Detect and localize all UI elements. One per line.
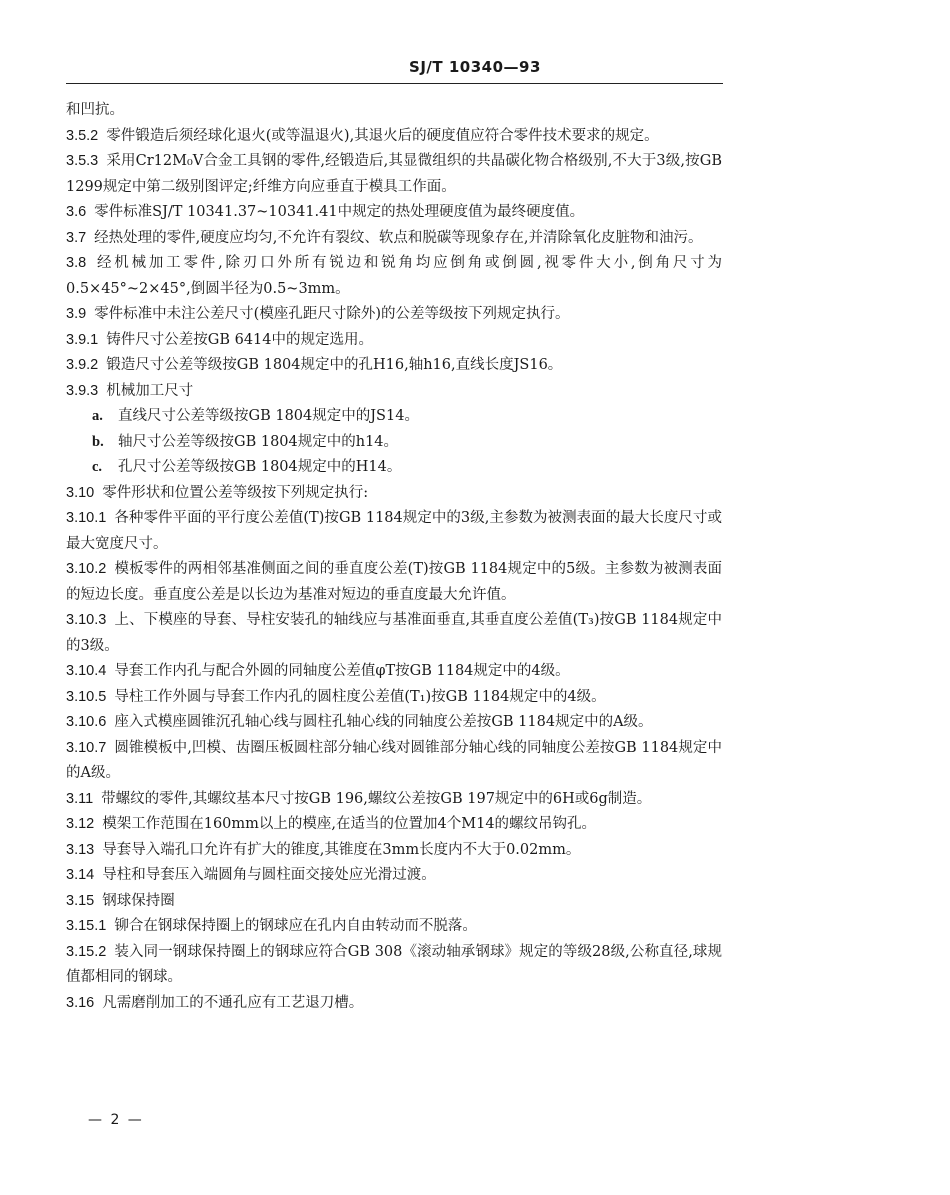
clause-text: 零件锻造后须经球化退火(或等温退火),其退火后的硬度值应符合零件技术要求的规定。 [106,127,659,144]
clause-paragraph [66,608,722,659]
clause-paragraph [66,506,722,557]
clause-text: 零件标准SJ/T 10341.37~10341.41中规定的热处理硬度值为最终硬度值。 [94,204,585,220]
clause-number: 3.6 [66,204,87,220]
clause-text: 各种零件平面的平行度公差值(T)按GB 1184规定中的3级,主参数为被测表面的最大长度尺寸或最大宽度尺寸。 [66,510,722,552]
clause-number: 3.13 [66,841,95,858]
sub-item-label: a. [92,408,103,424]
clause-paragraph [66,838,722,864]
clause-text: 凡需磨削加工的不通孔应有工艺退刀槽。 [102,994,364,1011]
clause-paragraph [66,991,722,1017]
clause-paragraph [66,736,722,787]
clause-paragraph [66,302,722,328]
clause-text: 导柱工作外圆与导套工作内孔的圆柱度公差值(T₁)按GB 1184规定中的4级。 [114,688,606,705]
sub-item-text: 孔尺寸公差等级按GB 1804规定中的H14。 [118,459,402,475]
clause-text: 和凹抗。 [66,102,124,118]
clause-number: 3.14 [66,867,95,883]
clause-number: 3.10.3 [66,612,107,628]
clause-paragraph [66,659,722,685]
clause-number: 3.16 [66,994,95,1011]
clause-paragraph [66,98,722,124]
clause-text: 铆合在钢球保持圈上的钢球应在孔内自由转动而不脱落。 [114,918,477,934]
sub-item [66,404,722,430]
clause-text: 装入同一钢球保持圈上的钢球应符合GB 308《滚动轴承钢球》规定的等级28级,公称直径,球规值都相同的钢球。 [66,943,722,985]
clause-number: 3.9.3 [66,382,99,399]
clause-paragraph [66,481,722,507]
clause-text: 上、下模座的导套、导柱安装孔的轴线应与基准面垂直,其垂直度公差值(T₃)按GB 1184规定中的3级。 [66,612,722,654]
clause-number: 3.10.1 [66,510,107,526]
clause-number: 3.7 [66,229,87,246]
clause-text: 钢球保持圈 [102,892,175,909]
clause-paragraph [66,710,722,736]
clause-paragraph [66,863,722,889]
clause-number: 3.9.1 [66,331,99,348]
clause-text: 模板零件的两相邻基准侧面之间的垂直度公差(T)按GB 1184规定中的5级。主参数为被测表面的短边长度。垂直度公差是以长边为基准对短边的垂直度最大允许值。 [66,561,722,603]
clause-text: 导柱和导套压入端圆角与圆柱面交接处应光滑过渡。 [102,867,436,883]
clause-text: 铸件尺寸公差按GB 6414中的规定选用。 [106,331,373,348]
clause-text: 座入式模座圆锥沉孔轴心线与圆柱孔轴心线的同轴度公差按GB 1184规定中的A级。 [114,714,653,730]
clause-text: 带螺纹的零件,其螺纹基本尺寸按GB 196,螺纹公差按GB 197规定中的6H或6g制造。 [101,790,652,807]
clause-number: 3.10.6 [66,714,107,730]
clause-text: 经热处理的零件,硬度应均匀,不允许有裂纹、软点和脱碳等现象存在,并清除氧化皮脏物和油污。 [94,229,703,246]
sub-item [66,455,722,481]
clause-number: 3.8 [66,255,87,271]
clause-paragraph [66,124,722,150]
clause-paragraph [66,889,722,915]
clause-number: 3.15.2 [66,943,107,960]
clause-paragraph [66,353,722,379]
sub-item [66,430,722,456]
clause-paragraph [66,812,722,838]
clause-number: 3.10.7 [66,739,107,756]
clause-number: 3.10.4 [66,663,107,679]
clause-number: 3.11 [66,790,94,807]
clause-paragraph [66,940,722,991]
clause-paragraph [66,379,722,405]
clause-text: 锻造尺寸公差等级按GB 1804规定中的孔H16,轴h16,直线长度JS16。 [106,357,563,373]
clause-text: 机械加工尺寸 [106,382,194,399]
clause-paragraph [66,200,722,226]
clause-paragraph [66,787,722,813]
clause-number: 3.9 [66,306,87,322]
clause-paragraph [66,149,722,200]
clause-number: 3.10 [66,484,95,501]
clause-paragraph [66,914,722,940]
clause-text: 零件形状和位置公差等级按下列规定执行: [102,484,369,501]
clause-number: 3.10.5 [66,688,107,705]
clause-text: 经机械加工零件,除刃口外所有锐边和锐角均应倒角或倒圆,视零件大小,倒角尺寸为0.5×45°~2×45°,倒圆半径为0.5~3mm。 [66,255,722,297]
clause-paragraph [66,328,722,354]
clause-paragraph [66,557,722,608]
clause-number: 3.15 [66,892,95,909]
sub-item-label: b. [92,433,104,450]
clause-text: 模架工作范围在160mm以上的模座,在适当的位置加4个M14的螺纹吊钩孔。 [102,816,597,832]
clause-paragraph [66,251,722,302]
clause-paragraph [66,226,722,252]
clause-number: 3.12 [66,816,95,832]
clause-text: 采用Cr12M₀V合金工具钢的零件,经锻造后,其显微组织的共晶碳化物合格级别,不大于3级,按GB 1299规定中第二级别图评定;纤维方向应垂直于模具工作面。 [66,153,722,195]
clause-number: 3.9.2 [66,357,99,373]
clause-paragraph [66,685,722,711]
sub-item-label: c. [92,459,103,475]
clause-text: 导套工作内孔与配合外圆的同轴度公差值φT按GB 1184规定中的4级。 [114,663,570,679]
clause-number: 3.15.1 [66,918,107,934]
document-body [66,98,722,1016]
page-number: — 2 — [88,1112,144,1128]
clause-number: 3.5.3 [66,153,99,169]
clause-text: 导套导入端孔口允许有扩大的锥度,其锥度在3mm长度内不大于0.02mm。 [102,841,581,858]
clause-number: 3.5.2 [66,127,99,144]
document-code-header: SJ/T 10340—93 [409,58,541,76]
sub-item-text: 直线尺寸公差等级按GB 1804规定中的JS14。 [118,408,419,424]
sub-item-text: 轴尺寸公差等级按GB 1804规定中的h14。 [118,433,399,450]
clause-text: 零件标准中未注公差尺寸(模座孔距尺寸除外)的公差等级按下列规定执行。 [94,306,570,322]
header-rule [66,83,723,84]
clause-text: 圆锥模板中,凹模、齿圈压板圆柱部分轴心线对圆锥部分轴心线的同轴度公差按GB 1184规定中的A级。 [66,739,722,781]
clause-number: 3.10.2 [66,561,107,577]
